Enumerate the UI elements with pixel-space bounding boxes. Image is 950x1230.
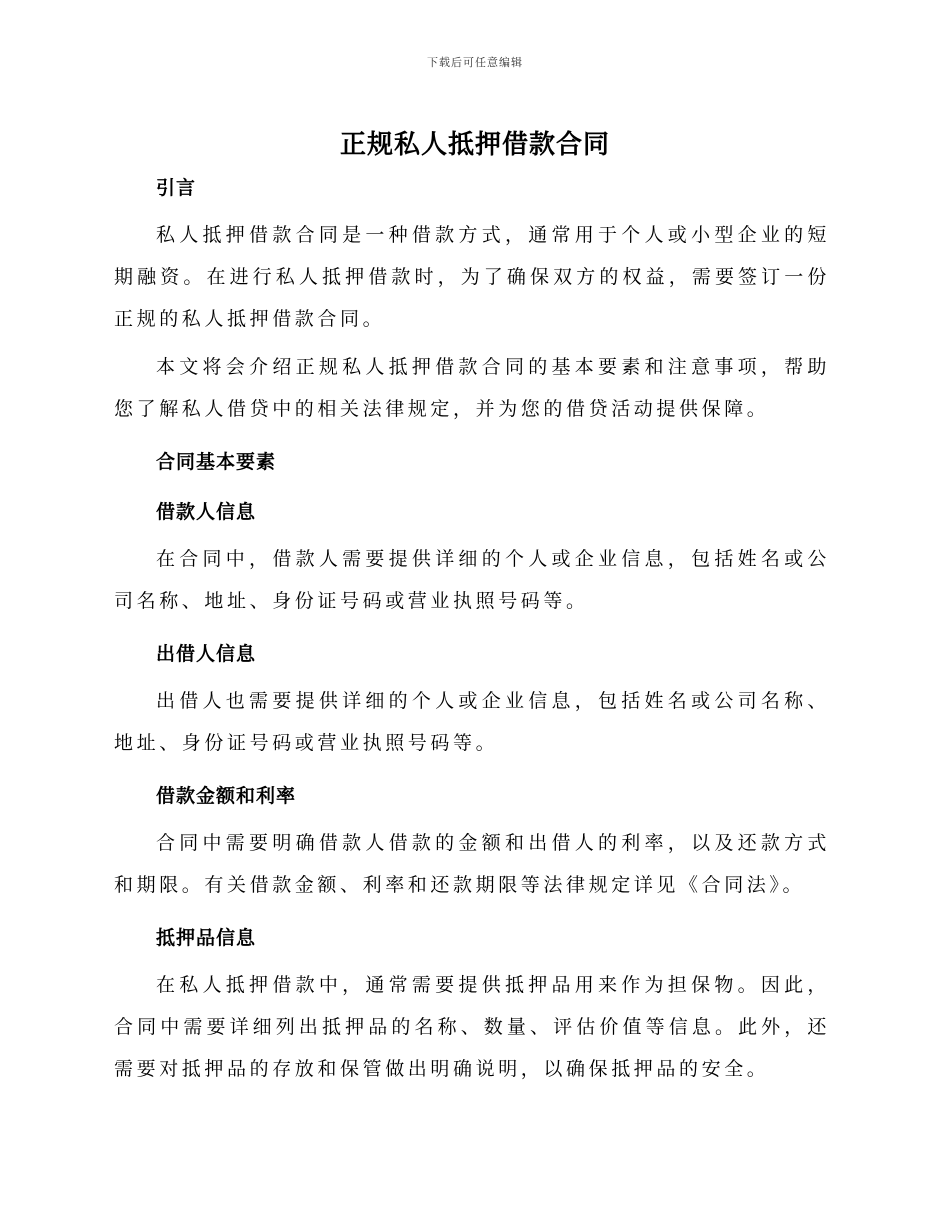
intro-paragraph-1: 私人抵押借款合同是一种借款方式，通常用于个人或小型企业的短期融资。在进行私人抵押借款时，为了确保双方的权益，需要签订一份正规的私人抵押借款合同。 [114,224,830,330]
section-heading-lender-info: 出借人信息 [156,643,257,665]
collateral-paragraph: 在私人抵押借款中，通常需要提供抵押品用来作为担保物。因此，合同中需要详细列出抵押品的名称、数量、评估价值等信息。此外，还需要对抵押品的存放和保管做出明确说明，以确保抵押品的安全。 [114,974,830,1080]
section-heading-basic-elements: 合同基本要素 [156,451,277,473]
intro-paragraph-2: 本文将会介绍正规私人抵押借款合同的基本要素和注意事项，帮助您了解私人借贷中的相关法律规定，并为您的借贷活动提供保障。 [114,356,830,420]
document-title: 正规私人抵押借款合同 [339,130,610,160]
page-header: 下载后可任意编辑 [427,56,523,69]
borrower-paragraph: 在合同中，借款人需要提供详细的个人或企业信息，包括姓名或公司名称、地址、身份证号码或营业执照号码等。 [114,548,830,612]
section-heading-collateral-info: 抵押品信息 [156,927,257,949]
amount-rate-paragraph: 合同中需要明确借款人借款的金额和出借人的利率，以及还款方式和期限。有关借款金额、利率和还款期限等法律规定详见《合同法》。 [114,832,830,896]
document-body [114,174,830,1090]
section-heading-amount-rate: 借款金额和利率 [156,785,297,807]
section-heading-intro: 引言 [156,177,197,199]
lender-paragraph: 出借人也需要提供详细的个人或企业信息，包括姓名或公司名称、地址、身份证号码或营业执照号码等。 [114,690,830,754]
section-heading-borrower-info: 借款人信息 [156,501,257,523]
